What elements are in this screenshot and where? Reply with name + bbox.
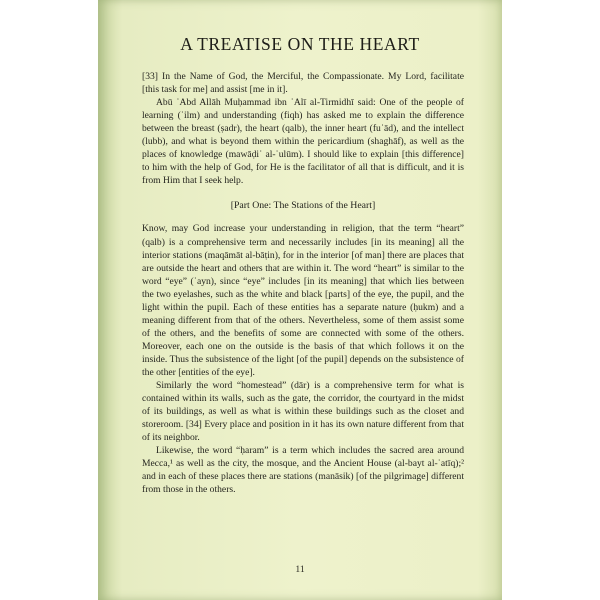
intro-paragraph-1: [33] In the Name of God, the Merciful, the Compassionate. My Lord, facilitate [this task for me] and assist [me in it]. <box>142 71 464 96</box>
intro-paragraph-2: Abū ʿAbd Allāh Muḥammad ibn ʿAlī al-Tirmidhī said: One of the people of learning (ʿilm) and understanding (fiqh) has asked me to explain the difference between the breast (ṣadr), the heart (qalb), the inner heart (fuʾād), and the intellect (lubb), and what is beyond them within the pericardium (shaghāf), as well as the places of knowledge (mawāḍiʿ al-ʿulūm). I should like to explain [this difference] to him with the help of God, for He is the facilitator of all that is difficult, and it is from Him that I seek help. <box>142 97 464 187</box>
part-one-paragraph-3: Likewise, the word “ḥaram” is a term which includes the sacred area around Mecca,¹ as well as the city, the mosque, and the Ancient House (al-bayt al-ʿatīq);² and in each of these places there are stations (manāsik) [of the pilgrimage] different from those in the others. <box>142 445 464 496</box>
part-one-paragraph-1: Know, may God increase your understanding in religion, that the term “heart” (qalb) is a comprehensive term and necessarily includes [in its meaning] all the interior stations (maqāmāt al-bāṭin), for in the interior [of man] there are places that are outside the heart and others that are within it. The word “heart” is similar to the word “eye” (ʿayn), since “eye” includes [in its meaning] that which lies between the two eyelashes, such as the white and black [parts] of the eye, the pupil, and the light within the pupil. Each of these entities has a separate nature (ḥukm) and a meaning different from that of the others. Nevertheless, some of them assist some of the others, and the benefits of some are connected with some of the others. Moreover, each one on the outside is the basis of that which follows it on the inside. Thus the subsistence of the light [of the pupil] depends on the subsistence of the other [entities of the eye]. <box>142 223 464 378</box>
book-page <box>98 0 502 600</box>
page-number: 11 <box>295 564 305 575</box>
page-title: A TREATISE ON THE HEART <box>180 34 420 54</box>
bleed-through-text <box>98 0 502 22</box>
page-body <box>142 70 464 496</box>
part-one-paragraph-2: Similarly the word “homestead” (dār) is a comprehensive term for what is contained within its walls, such as the gate, the corridor, the courtyard in the midst of its buildings, as well as what is within these buildings such as the closet and storeroom. [34] Every place and position in it has its own nature different from that of its neighbor. <box>142 380 464 444</box>
section-heading: [Part One: The Stations of the Heart] <box>230 200 376 212</box>
